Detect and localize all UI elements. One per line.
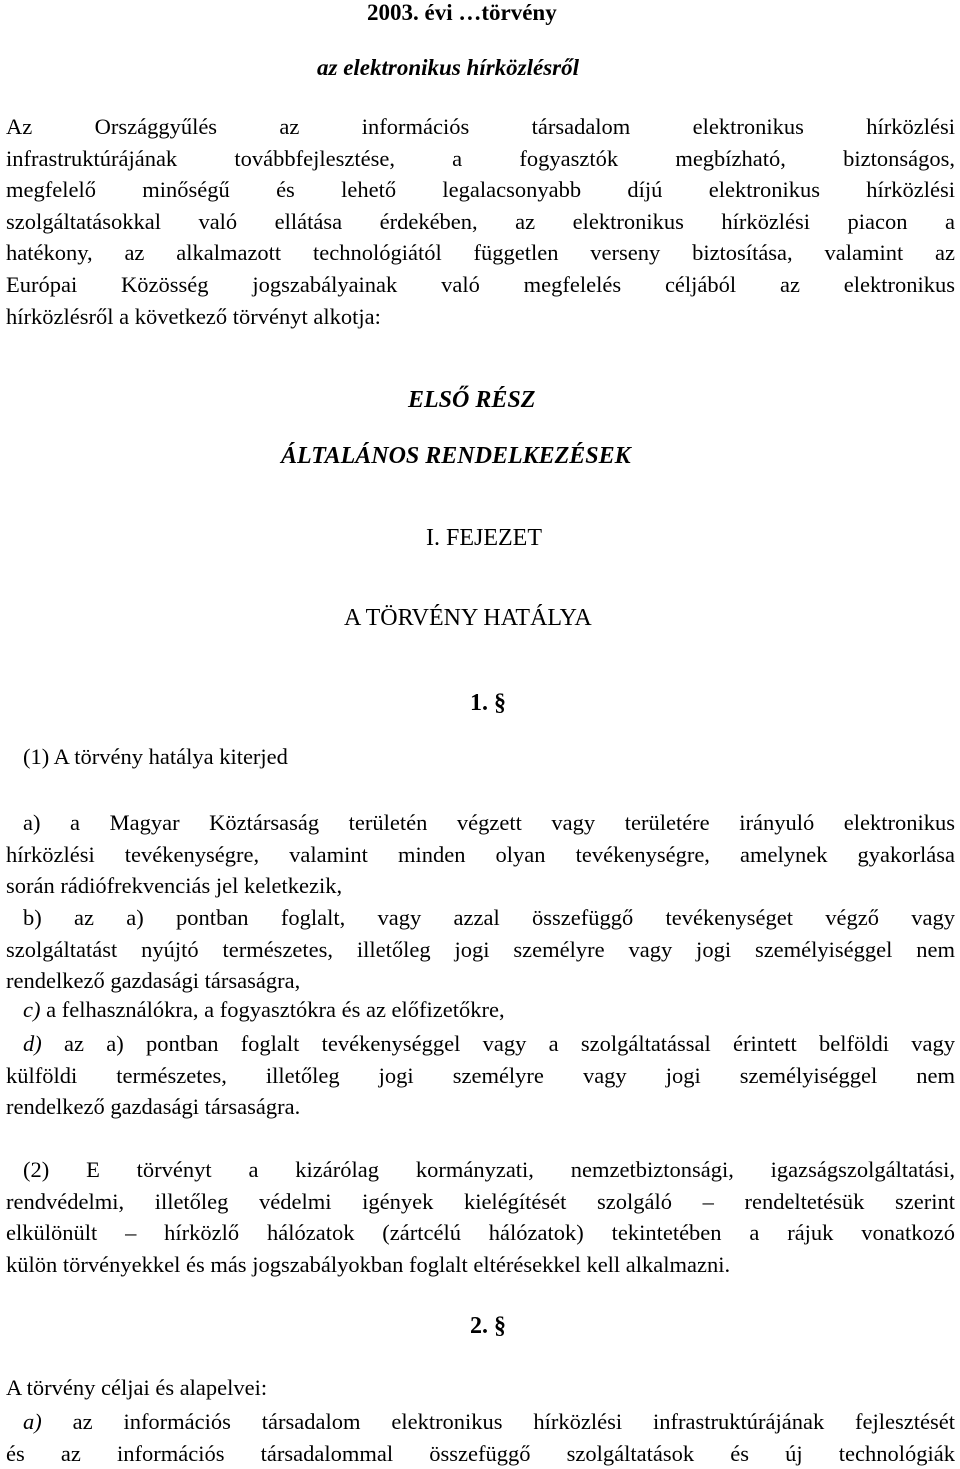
law-subtitle: az elektronikus hírközlésről (317, 55, 579, 80)
para2-line: külön törvényekkel és más jogszabályokban foglalt eltérésekkel kell alkalmazni. (6, 1251, 731, 1277)
part-subtitle: ÁLTALÁNOS RENDELKEZÉSEK (281, 443, 631, 469)
preamble-line: Európai Közösség jogszabályainak való megfelelés céljából az elektronikus (6, 271, 955, 297)
item-a-line: során rádiófrekvenciás jel keletkezik, (6, 873, 343, 899)
item-d-line: külföldi természetes, illetőleg jogi személyre vagy jogi személyiséggel nem (6, 1062, 955, 1088)
preamble-line: szolgáltatásokkal való ellátása érdekében, az elektronikus hírközlési piacon a (6, 208, 955, 234)
preamble-paragraph (6, 111, 955, 332)
preamble-line: megfelelő minőségű és lehető legalacsonyabb díjú elektronikus hírközlési (6, 177, 955, 203)
section2-intro: A törvény céljai és alapelvei: (6, 1375, 268, 1400)
law-title: 2003. évi …törvény (367, 0, 557, 25)
item-d-line: rendelkező gazdasági társaságra. (6, 1094, 301, 1120)
section1-item-d (6, 1028, 955, 1123)
preamble-line: hírközlésről a következő törvényt alkotja: (6, 303, 381, 329)
section1-para1-intro: (1) A törvény hatálya kiterjed (23, 744, 288, 769)
item-b-line: szolgáltatást nyújtó természetes, illetőleg jogi személyre vagy jogi személyiséggel nem (6, 936, 955, 962)
section-number: 2. § (470, 1313, 506, 1339)
section1-item-a (6, 807, 955, 902)
part-title: ELSŐ RÉSZ (408, 387, 536, 413)
para2-line: elkülönült – hírközlő hálózatok (zártcélú hálózatok) tekintetében a rájuk vonatkozó (6, 1220, 955, 1246)
section1-item-b (6, 902, 955, 997)
item-c-text: a felhasználókra, a fogyasztókra és az előfizetőkre, (40, 997, 505, 1022)
section-number: 1. § (470, 690, 506, 716)
section2-item-a (6, 1406, 955, 1469)
section2-item-a-label: a) (23, 1409, 42, 1434)
section2-item-a-line: és az információs társadalommal összefüggő szolgáltatások és új technológiák (6, 1440, 955, 1466)
item-d-line (6, 1028, 955, 1060)
section2-item-a-first: az információs társadalom elektronikus hírközlési infrastruktúrájának fejlesztését (41, 1409, 955, 1434)
chapter-title: A TÖRVÉNY HATÁLYA (344, 605, 592, 631)
item-d-first-line: az a) pontban foglalt tevékenységgel vagy a szolgáltatással érintett belföldi vagy (41, 1031, 955, 1056)
section1-item-c (23, 997, 505, 1023)
para2-line: rendvédelmi, illetőleg védelmi igények kielégítését szolgáló – rendeltetésük szerint (6, 1188, 955, 1214)
item-d-label: d) (23, 1031, 42, 1056)
section1-para2 (6, 1154, 955, 1280)
item-a-line: a) a Magyar Köztársaság területén végzett vagy területére irányuló elektronikus (23, 810, 955, 835)
preamble-line: infrastruktúrájának továbbfejlesztése, a fogyasztók megbízható, biztonságos, (6, 145, 955, 171)
preamble-line: Az Országgyűlés az információs társadalom elektronikus hírközlési (6, 114, 955, 139)
item-b-line: rendelkező gazdasági társaságra, (6, 968, 301, 994)
item-b-line: b) az a) pontban foglalt, vagy azzal összefüggő tevékenységet végző vagy (23, 905, 955, 930)
item-a-line: hírközlési tevékenységre, valamint minden olyan tevékenységre, amelynek gyakorlása (6, 841, 955, 867)
section2-item-a-line (6, 1406, 955, 1438)
chapter-number: I. FEJEZET (426, 525, 542, 551)
item-c-label: c) (23, 997, 41, 1022)
para2-line: (2) E törvényt a kizárólag kormányzati, nemzetbiztonsági, igazságszolgáltatási, (23, 1157, 955, 1182)
preamble-line: hatékony, az alkalmazott technológiától független verseny biztosítása, valamint az (6, 240, 955, 266)
